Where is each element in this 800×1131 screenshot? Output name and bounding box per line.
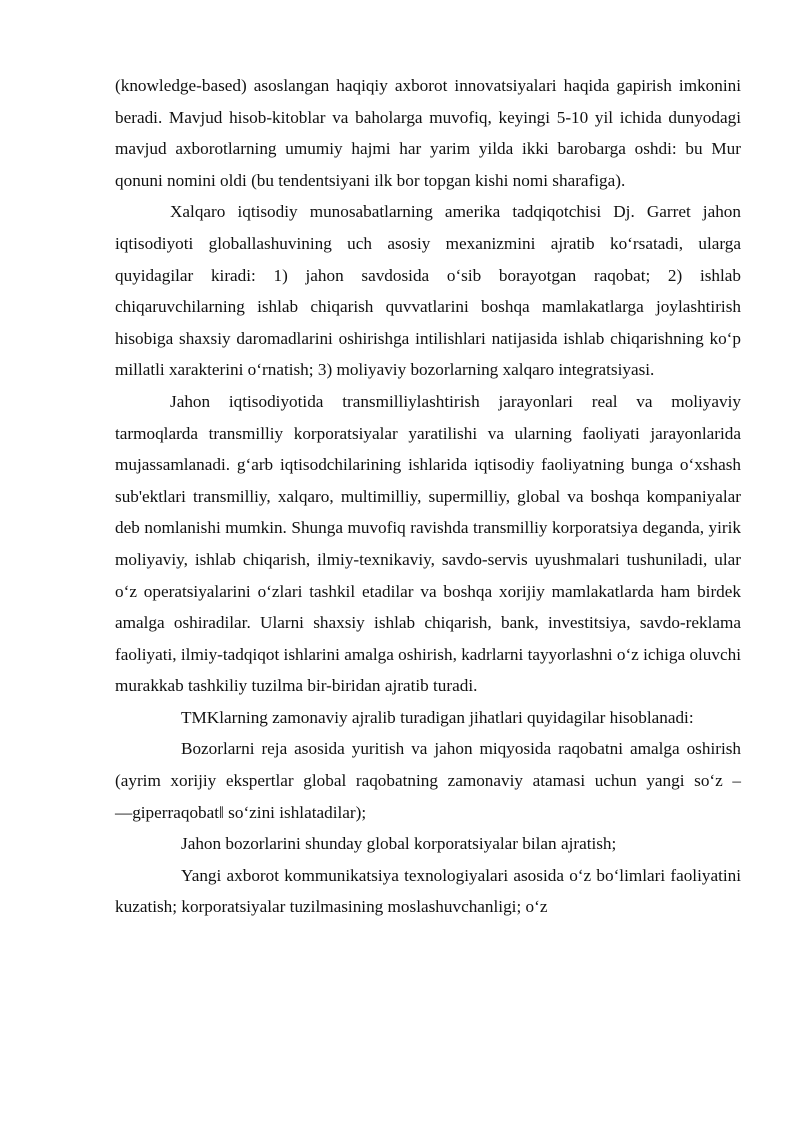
document-page <box>115 70 741 923</box>
paragraph-transnationalization: Jahon iqtisodiyotida transmilliylashtirish jarayonlari real va moliyaviy tarmoqlarda transmilliy korporatsiyalar yaratilishi va ularning faoliyati jarayonlarida mujassamlanadi. g‘arb iqtisodchilarining ishlarida iqtisodiy faoliyatning bunga o‘xshash sub'ektlari transmilliy, xalqaro, multimilliy, supermilliy, global va boshqa kompaniyalar deb nomlanishi mumkin. Shunga muvofiq ravishda transmilliy korporatsiya deganda, yirik moliyaviy, ishlab chiqarish, ilmiy-texnikaviy, savdo-servis uyushmalari tushuniladi, ular o‘z operatsiyalarini o‘zlari tashkil etadilar va boshqa xorijiy mamlakatlarda ham birdek amalga oshiradilar. Ularni shaxsiy ishlab chiqarish, bank, investitsiya, savdo-reklama faoliyati, ilmiy-tadqiqot ishlarini amalga oshirish, kadrlarni tayyorlashni o‘z ichiga oluvchi murakkab tashkiliy tuzilma bir-biridan ajratib turadi. <box>115 391 741 696</box>
paragraph-knowledge-based: (knowledge-based) asoslangan haqiqiy axborot innovatsiyalari haqida gapirish imkonini beradi. Mavjud hisob-kitoblar va baholarga muvofiq, keyingi 5-10 yil ichida dunyodagi mavjud axborotlarning umumiy hajmi har yarim yilda ikki barobarga oshdi: bu Mur qonuni nomini oldi (bu tendentsiyani ilk bor topgan kishi nomi sharafiga). <box>115 76 741 190</box>
paragraph-tnk-features-intro: TMKlarning zamonaviy ajralib turadigan jihatlari quyidagilar hisoblanadi: <box>181 707 694 727</box>
paragraph-feature-global-corporations: Jahon bozorlarini shunday global korporatsiyalar bilan ajratish; <box>181 834 617 854</box>
paragraph-feature-markets: Bozorlarni reja asosida yuritish va jahon miqyosida raqobatni amalga oshirish (ayrim xorijiy ekspertlar global raqobatning zamonaviy atamasi uchun yangi so‘z – ―giperraqobat‖ so‘zini ishlatadilar); <box>115 739 741 822</box>
paragraph-feature-ict: Yangi axborot kommunikatsiya texnologiyalari asosida o‘z bo‘limlari faoliyatini kuzatish; korporatsiyalar tuzilmasining moslashuvchanligi; o‘z <box>115 865 741 917</box>
paragraph-garret-mechanisms: Xalqaro iqtisodiy munosabatlarning amerika tadqiqotchisi Dj. Garret jahon iqtisodiyoti globallashuvining uch asosiy mexanizmini ajratib ko‘rsatadi, ularga quyidagilar kiradi: 1) jahon savdosida o‘sib borayotgan raqobat; 2) ishlab chiqaruvchilarning ishlab chiqarish quvvatlarini boshqa mamlakatlarga joylashtirish hisobiga shaxsiy daromadlarini oshirishga intilishlari natijasida ishlab chiqarishning ko‘p millatli xarakterini o‘rnatish; 3) moliyaviy bozorlarning xalqaro integratsiyasi. <box>115 202 741 380</box>
